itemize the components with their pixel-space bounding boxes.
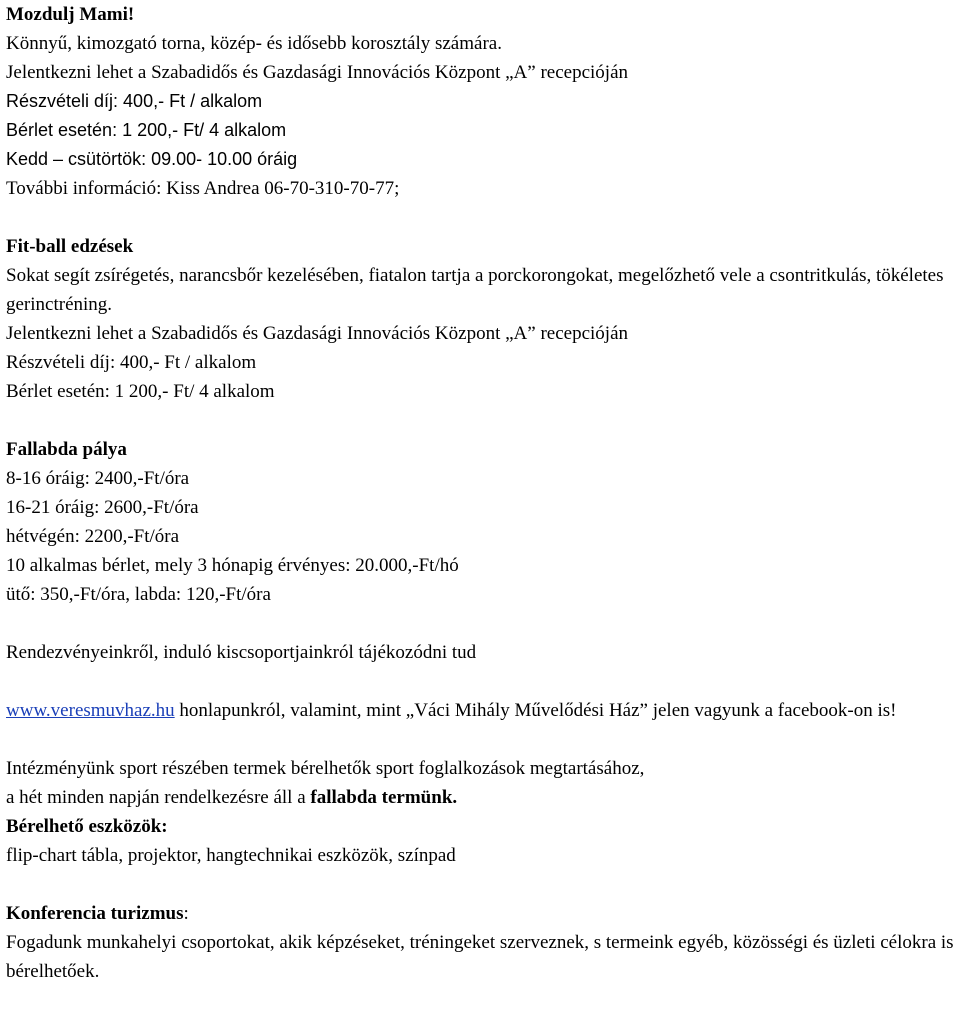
eszkozok-title: Bérelhető eszközök: [6, 816, 168, 837]
konferencia-colon: : [183, 903, 189, 924]
intezmeny-line1: Intézményünk sport részében termek bérelhetők sport foglalkozások megtartásához, [6, 758, 645, 779]
fallabda-line: hétvégén: 2200,-Ft/óra [6, 526, 180, 547]
fallabda-line: 10 alkalmas bérlet, mely 3 hónapig érvényes: 20.000,-Ft/hó [6, 555, 459, 576]
mozdulj-info: További információ: Kiss Andrea 06-70-310-70-77; [6, 178, 400, 199]
fallabda-title: Fallabda pálya [6, 439, 127, 460]
document-body [6, 0, 956, 986]
mozdulj-desc: Könnyű, kimozgató torna, közép- és idősebb korosztály számára. [6, 33, 502, 54]
mozdulj-title: Mozdulj Mami! [6, 4, 135, 25]
fallabda-line: ütő: 350,-Ft/óra, labda: 120,-Ft/óra [6, 584, 271, 605]
fallabda-termunk: fallabda termünk. [310, 787, 458, 808]
info-facebook-text: honlapunkról, valamint, mint „Váci Mihály Művelődési Ház” jelen vagyunk a facebook-on is! [174, 700, 897, 721]
konferencia-title: Konferencia turizmus [6, 903, 184, 924]
fitball-pass: Bérlet esetén: 1 200,- Ft/ 4 alkalom [6, 381, 275, 402]
fitball-title: Fit-ball edzések [6, 236, 134, 257]
info-line: Rendezvényeinkről, induló kiscsoportjainkról tájékozódni tud [6, 642, 477, 663]
fitball-fee: Részvételi díj: 400,- Ft / alkalom [6, 352, 257, 373]
info-website-paragraph [6, 696, 956, 725]
fitball-desc: Sokat segít zsírégetés, narancsbőr kezelésében, fiatalon tartja a porckorongokat, megelőzhető vele a csontritkulás, tökéletes gerinctréning. [6, 265, 944, 315]
mozdulj-schedule: Kedd – csütörtök: 09.00- 10.00 óráig [6, 149, 298, 169]
eszkozok-list: flip-chart tábla, projektor, hangtechnikai eszközök, színpad [6, 845, 456, 866]
mozdulj-fee: Részvételi díj: 400,- Ft / alkalom [6, 91, 263, 111]
fallabda-line: 8-16 óráig: 2400,-Ft/óra [6, 468, 190, 489]
fallabda-line: 16-21 óráig: 2600,-Ft/óra [6, 497, 199, 518]
mozdulj-pass: Bérlet esetén: 1 200,- Ft/ 4 alkalom [6, 120, 287, 140]
konferencia-heading [6, 899, 956, 928]
fitball-signup: Jelentkezni lehet a Szabadidős és Gazdasági Innovációs Központ „A” recepcióján [6, 323, 628, 344]
mozdulj-signup: Jelentkezni lehet a Szabadidős és Gazdasági Innovációs Központ „A” recepcióján [6, 62, 628, 83]
intezmeny-line2 [6, 783, 956, 812]
website-link[interactable]: www.veresmuvhaz.hu [6, 700, 175, 721]
intezmeny-line2-prefix: a hét minden napján rendelkezésre áll a [6, 787, 311, 808]
konferencia-text: Fogadunk munkahelyi csoportokat, akik képzéseket, tréningeket szerveznek, s termeink egyéb, közösségi és üzleti célokra is bérelhetőek. [6, 932, 954, 982]
